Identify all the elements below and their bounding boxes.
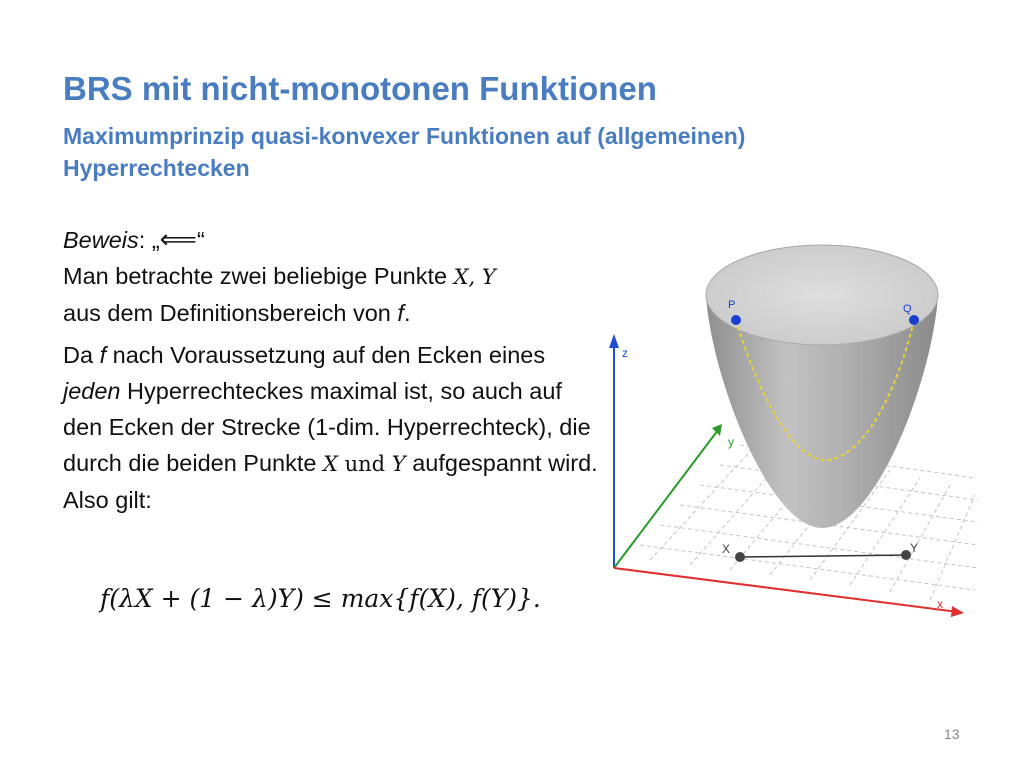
para2-text-d: aufgespannt wird. Also gilt: xyxy=(63,450,598,513)
paraboloid-figure xyxy=(604,232,984,632)
para2-text-b: nach Voraussetzung auf den Ecken eines xyxy=(106,342,546,368)
proof-text xyxy=(63,222,603,518)
x-axis xyxy=(614,568,958,612)
label-y: Y xyxy=(910,541,919,555)
y-axis-arrow xyxy=(712,424,722,436)
segment-xy xyxy=(740,555,906,557)
proof-label: Beweis xyxy=(63,227,139,253)
paraboloid-rim xyxy=(706,245,938,345)
und-word: und xyxy=(337,452,392,476)
proof-close-quote: “ xyxy=(196,227,205,253)
slide-subtitle: Maximumprinzip quasi-konvexer Funktionen auf (allgemeinen) Hyperrechtecken xyxy=(63,123,746,181)
proof-colon: : „ xyxy=(138,227,160,253)
points-xy: X, Y xyxy=(453,265,496,289)
inequality-formula xyxy=(100,584,541,613)
left-implication-arrow: ⟸ xyxy=(159,225,197,255)
proof-heading xyxy=(63,222,603,258)
function-f-2: f xyxy=(99,342,107,368)
z-axis-arrow xyxy=(609,334,619,348)
point-y: Y xyxy=(391,452,406,476)
y-axis xyxy=(614,430,718,568)
formula-max: max xyxy=(340,584,394,613)
z-axis-label: z xyxy=(622,346,628,360)
point-p xyxy=(731,315,741,325)
y-axis-label: y xyxy=(728,435,734,449)
para1-text-a: Man betrachte zwei beliebige Punkte xyxy=(63,263,454,289)
paragraph-argument xyxy=(63,337,603,518)
point-x-figure xyxy=(735,552,745,562)
para2-text-a: Da xyxy=(63,342,100,368)
label-q: Q xyxy=(903,303,912,315)
label-p: P xyxy=(728,299,736,311)
paragraph-points xyxy=(63,258,603,331)
emphasis-jeden: jeden xyxy=(63,378,121,404)
slide-title: BRS mit nicht-monotonen Funktionen xyxy=(63,70,657,107)
x-axis-arrow xyxy=(951,606,964,617)
para1-text-b: aus dem Definitionsbereich von xyxy=(63,300,398,326)
point-q xyxy=(909,315,919,325)
page-number: 13 xyxy=(944,726,960,742)
formula-lhs: f(λX + (1 − λ)Y) ≤ xyxy=(100,584,341,613)
function-f: f xyxy=(397,300,404,326)
formula-rhs: {f(X), f(Y)}. xyxy=(393,584,541,613)
point-x: X xyxy=(323,452,338,476)
x-axis-label: x xyxy=(937,597,943,611)
para2-text-c: Hyperrechteckes maximal ist, so auch auf den Ecken der Strecke (1-dim. Hyperrechteck), die durch die beiden Punkte xyxy=(63,378,591,476)
label-x: X xyxy=(722,542,731,556)
para1-end: . xyxy=(403,300,411,326)
